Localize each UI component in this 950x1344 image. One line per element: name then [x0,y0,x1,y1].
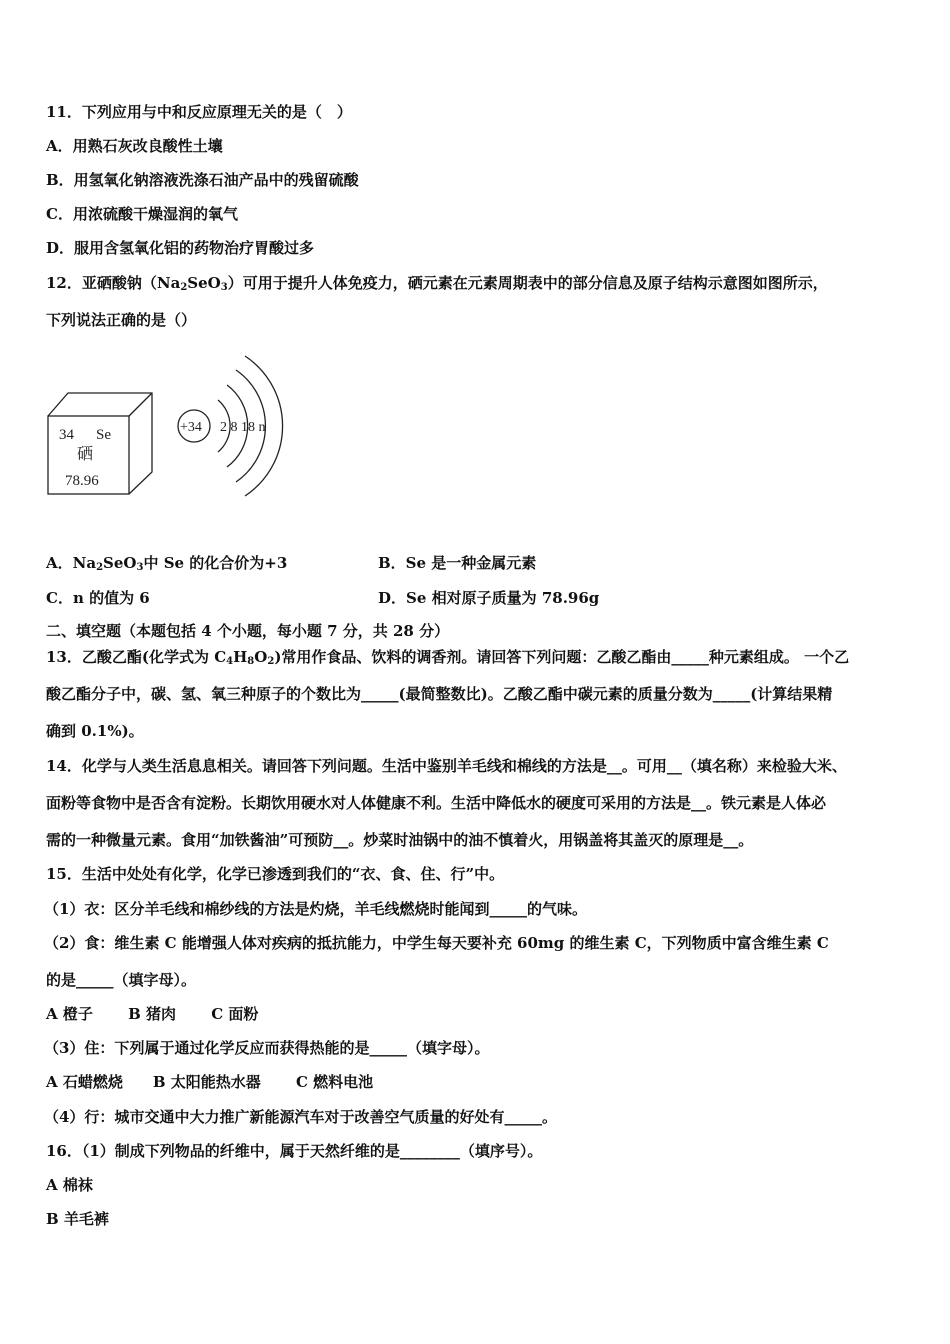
q11-option-b: B．用氢氧化钠溶液洗涤石油产品中的残留硫酸 [46,171,359,189]
q12-stem: 12．亚硒酸钠$(Na_2SeO_3)$可用于提升人体免疫力，硒元素在元素周期表中的部分信息及原子结构示意图如图所示， [46,274,828,293]
periodic-table-cell [48,393,152,494]
q12-stem-line2: 下列说法正确的是（） [46,311,197,329]
q13-line1: 13．乙酸乙酯(化学式为 $C_4H_8O_2$)常用作食品、饮料的调香剂。请回答下列问题：乙酸乙酯由_____种元素组成。 一个乙 [46,648,850,667]
q14-line2: 面粉等食物中是否含有淀粉。长期饮用硬水对人体健康不利。生活中降低水的硬度可采用的方法是__。铁元素是人体必 [46,794,827,812]
section-heading: 二、填空题（本题包括 4 个小题，每小题 7 分，共 28 分） [46,622,450,640]
q16-stem: 16．（1）制成下列物品的纤维中，属于天然纤维的是________（填序号）。 [46,1142,543,1160]
q15-part2-options: A 橙子 B 猪肉 C 面粉 [46,1005,259,1023]
q11-option-d: D．服用含氢氧化铝的药物治疗胃酸过多 [46,239,315,257]
q11-stem: 11．下列应用与中和反应原理无关的是（ ） [46,103,352,121]
atomic-number: 34 [59,427,74,443]
q13-line2: 酸乙酯分子中，碳、氢、氧三种原子的个数比为_____(最简整数比)。乙酸乙酯中碳元素的质量分数为_____(计算结果精 [46,685,833,703]
q16-option-a: A 棉袜 [46,1176,93,1194]
q15-part1: （1）衣：区分羊毛线和棉纱线的方法是灼烧，羊毛线燃烧时能闻到_____的气味。 [44,900,587,918]
q12-option-c: C．n 的值为 6 [46,589,150,607]
q16-option-b: B 羊毛裤 [46,1210,109,1228]
electron-shell-counts: 2 8 18 n [220,420,266,435]
q13-line3: 确到 0.1%)。 [46,722,144,740]
atomic-mass: 78.96 [65,473,99,489]
nucleus-charge: +34 [180,420,202,435]
q15-part2-cont: 的是_____（填字母）。 [46,971,197,989]
q14-line1: 14．化学与人类生活息息相关。请回答下列问题。生活中鉴别羊毛线和棉线的方法是__。可用__（填名称）来检验大米、 [46,757,847,775]
q15-part3: （3）住：下列属于通过化学反应而获得热能的是_____（填字母）。 [44,1039,490,1057]
q15-part4: （4）行：城市交通中大力推广新能源汽车对于改善空气质量的好处有_____。 [44,1108,557,1126]
q15-part2: （2）食：维生素 C 能增强人体对疾病的抵抗能力，中学生每天要补充 60mg 的维生素 C，下列物质中富含维生素 C [44,934,829,952]
element-name: 硒 [77,446,94,463]
q12-option-a: A．$Na_2SeO_3$中 Se 的化合价为+3 [46,554,288,573]
q15-part3-options: A 石蜡燃烧 B 太阳能热水器 C 燃料电池 [46,1073,374,1091]
q15-stem: 15．生活中处处有化学，化学已渗透到我们的“衣、食、住、行”中。 [46,865,505,883]
element-symbol: Se [96,427,111,443]
q14-line3: 需的一种微量元素。食用“加铁酱油”可预防__。炒菜时油锅中的油不慎着火，用锅盖将其盖灭的原理是__。 [46,831,754,849]
q11-option-c: C．用浓硫酸干燥湿润的氧气 [46,205,238,223]
selenium-figure [40,348,300,508]
q12-option-b: B．Se 是一种金属元素 [378,554,537,572]
q12-option-d: D．Se 相对原子质量为 78.96g [378,589,600,607]
q11-option-a: A．用熟石灰改良酸性土壤 [46,137,223,155]
selenium-figure-svg [40,348,300,508]
